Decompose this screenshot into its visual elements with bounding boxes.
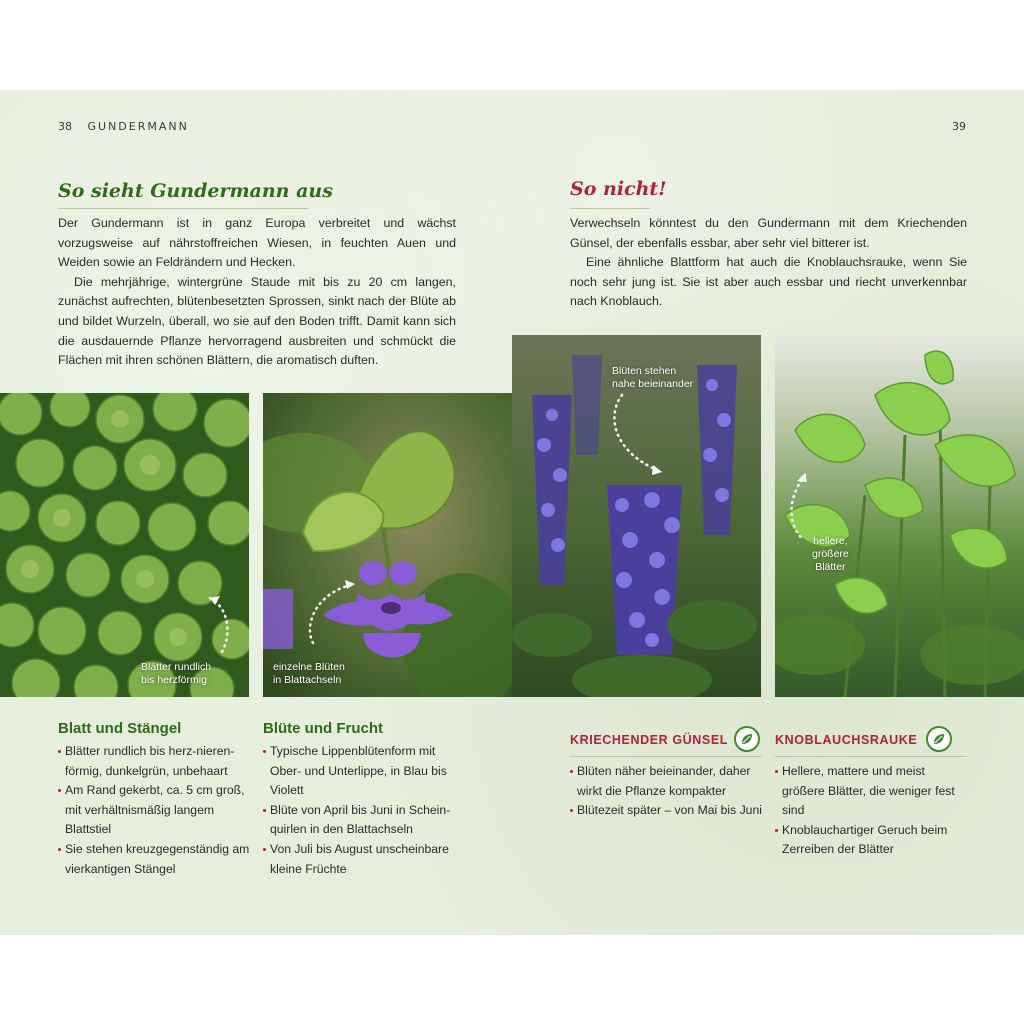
block-heading-flower-fruit: Blüte und Frucht — [263, 720, 383, 737]
photo-leaves — [0, 393, 249, 697]
right-paragraph-2: Eine ähnliche Blattform hat auch die Knoblauchsrauke, wenn Sie noch sehr jung ist. Sie ist aber auch essbar und riecht unverkennbar nach Knoblauch. — [570, 255, 967, 309]
left-paragraph-2: Die mehrjährige, wintergrüne Staude mit bis zu 20 cm langen, zunächst aufrechten, blütenbesetzten Sprossen, sinkt nach der Blüte ab und bildet Wurzeln, überall, wo sie auf den Boden trifft. Damit kann sich die ausdauernde Pflanze hervorragend ausbreiten und schmückt die Flächen mit ihren schönen Blättern, die aromatisch duften. — [58, 274, 456, 368]
left-section-heading: So sieht Gundermann aus — [58, 180, 333, 202]
block-heading-guensel: KRIECHENDER GÜNSEL — [570, 733, 729, 747]
list-item: Von Juli bis August unscheinbare kleine Früchte — [263, 840, 468, 879]
block-heading-knoblauchsrauke: KNOBLAUCHSRAUKE — [775, 733, 918, 747]
photo-caption — [812, 535, 849, 574]
list-item: Blätter rundlich bis herz-nieren-förmig, dunkelgrün, unbehaart — [58, 742, 253, 781]
list-item: Blütezeit später – von Mai bis Juni — [570, 801, 765, 821]
heading-underline — [570, 208, 650, 209]
list-item: Sie stehen kreuzgegenständig am vierkantigen Stängel — [58, 840, 253, 879]
page-number-right: 39 — [952, 120, 966, 133]
caption-line: Blätter rundlich — [141, 661, 212, 673]
running-head-left — [58, 120, 189, 133]
list-item: Hellere, mattere und meist größere Blätter, die weniger fest sind — [775, 762, 970, 821]
list-item: Knoblauchartiger Geruch beim Zerreiben der Blätter — [775, 821, 970, 860]
list-item: Am Rand gekerbt, ca. 5 cm groß, mit verhältnismäßig langem Blattstiel — [58, 781, 253, 840]
photo-guensel — [512, 335, 761, 697]
right-body-text — [570, 214, 967, 312]
right-paragraph-1: Verwechseln könntest du den Gundermann mit dem Kriechenden Günsel, der ebenfalls essbar, aber sehr viel bitterer ist. — [570, 216, 967, 250]
leaf-icon — [926, 726, 952, 752]
photo-single-flower — [263, 393, 512, 697]
caption-line: größere — [812, 548, 849, 560]
left-body-text — [58, 214, 456, 371]
list-item: Typische Lippenblütenform mit Ober- und Unterlippe, in Blau bis Violett — [263, 742, 468, 801]
right-section-heading: So nicht! — [570, 178, 667, 200]
bullet-list — [775, 762, 970, 860]
running-head-title: GUNDERMANN — [87, 120, 189, 133]
block-heading-leaf-stem: Blatt und Stängel — [58, 720, 182, 737]
caption-line: bis herzförmig — [141, 674, 207, 686]
heading-underline — [58, 208, 308, 209]
caption-line: nahe beieinander — [612, 378, 694, 390]
page-number-left: 38 — [58, 120, 72, 133]
bullet-list — [58, 742, 253, 879]
photo-caption — [273, 661, 345, 687]
bullet-list — [570, 762, 765, 821]
left-paragraph-1: Der Gundermann ist in ganz Europa verbreitet und wächst vorzugsweise auf nährstoffreichen Wiesen, in feuchten Auen und Weiden sowie an Feldrändern und Hecken. — [58, 216, 456, 270]
caption-line: Blüten stehen — [612, 365, 677, 377]
caption-line: Blätter — [815, 561, 846, 573]
photo-caption — [141, 661, 211, 687]
caption-line: in Blattachseln — [273, 674, 342, 686]
caption-line: hellere, — [813, 535, 848, 547]
caption-line: einzelne Blüten — [273, 661, 345, 673]
list-item: Blüten näher beieinander, daher wirkt die Pflanze kompakter — [570, 762, 765, 801]
book-spread — [0, 90, 1024, 935]
heading-underline — [570, 756, 762, 757]
photo-caption — [612, 365, 693, 391]
bullet-list — [263, 742, 468, 879]
list-item: Blüte von April bis Juni in Schein-quirlen in den Blattachseln — [263, 801, 468, 840]
heading-underline — [775, 756, 967, 757]
leaf-icon — [734, 726, 760, 752]
photo-knoblauchsrauke — [775, 335, 1024, 697]
